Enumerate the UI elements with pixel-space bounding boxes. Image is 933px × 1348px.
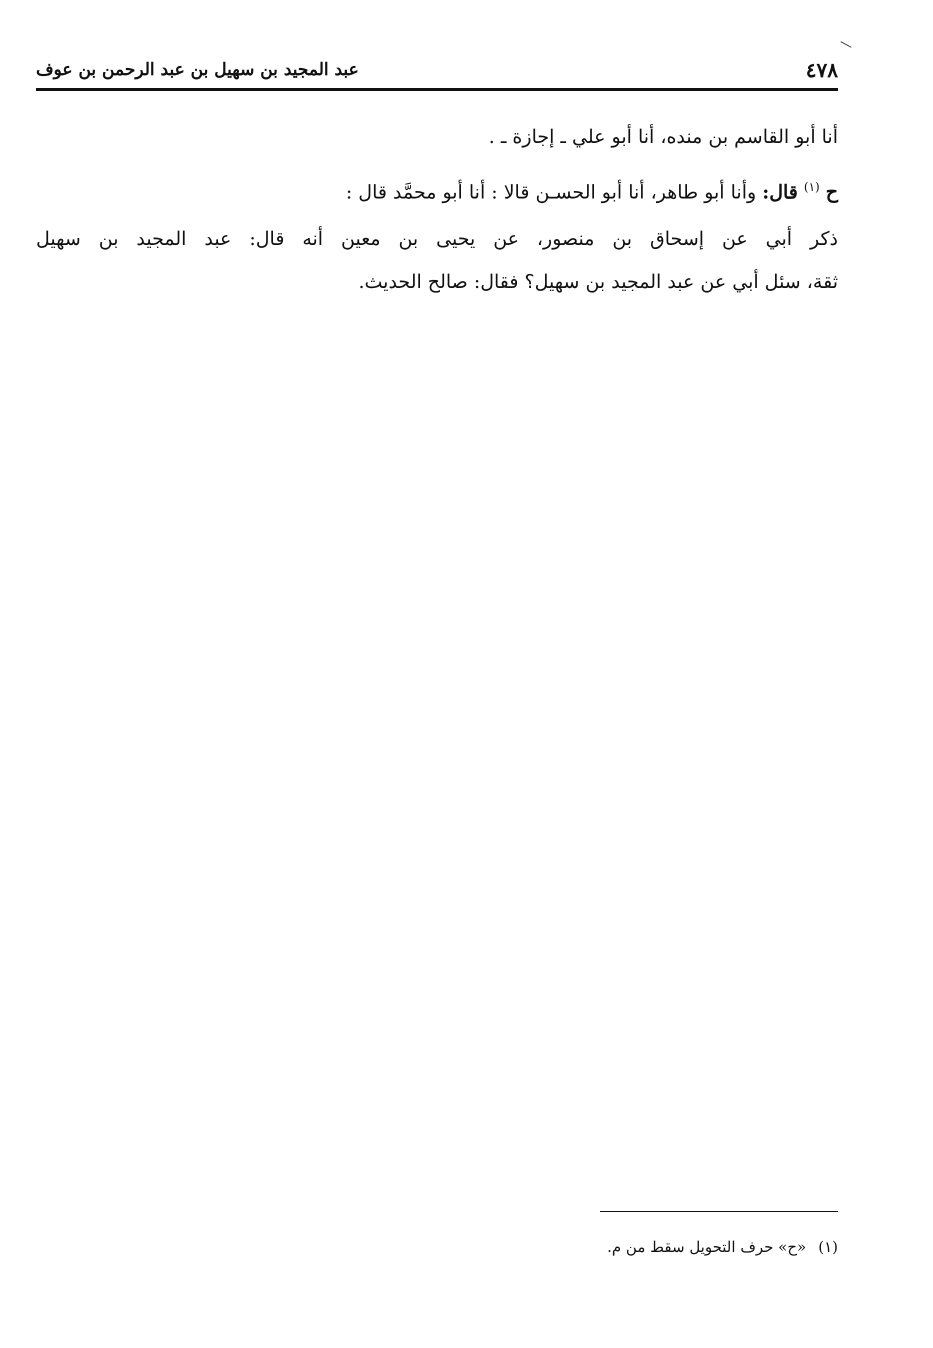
footnote bbox=[400, 1236, 838, 1258]
header-rule bbox=[36, 88, 838, 91]
footnote-text: «ح» حرف التحويل سقط من م. bbox=[607, 1238, 807, 1256]
running-header bbox=[36, 56, 838, 84]
body-line-2-rest: وأنا أبو طاهر، أنا أبو الحسـن قالا : أنا أبو محمَّد قال : bbox=[345, 181, 763, 204]
body-line-4: ثقة، سئل أبي عن عبد المجيد بن سهيل؟ فقال: صالح الحديث. bbox=[358, 271, 838, 293]
footnote-reference: (١) bbox=[803, 180, 820, 194]
footnote-rule bbox=[600, 1211, 838, 1212]
body-line-1: أنا أبو القاسم بن منده، أنا أبو علي ـ إجازة ـ . bbox=[488, 126, 838, 148]
qala-word: قال: bbox=[762, 181, 798, 204]
running-header-title: عبد المجيد بن سهيل بن عبد الرحمن بن عوف bbox=[36, 60, 359, 80]
page-number: ٤٧٨ bbox=[805, 58, 838, 82]
footnote-number: (١) bbox=[818, 1238, 838, 1256]
corner-mark bbox=[840, 41, 851, 48]
body-line-3: ذكر أبي عن إسحاق بن منصور، عن يحيى بن معين أنه قال: عبد المجيد بن سهيل bbox=[36, 228, 838, 250]
tahwil-letter: ح bbox=[825, 181, 838, 204]
body-line-2 bbox=[36, 172, 838, 207]
